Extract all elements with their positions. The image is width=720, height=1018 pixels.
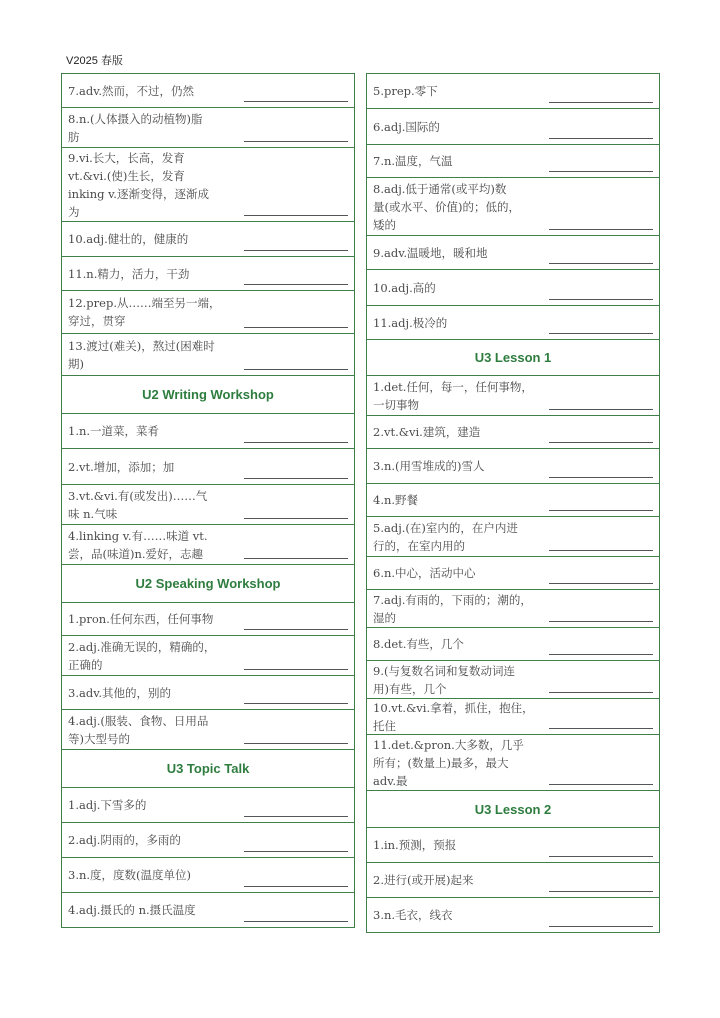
vocab-definition: 11.n.精力，活力，干劲 bbox=[68, 266, 190, 281]
vocab-row bbox=[367, 144, 659, 177]
vocab-definition: 4.linking v.有……味道 vt. 尝，品(味道)n.爱好，志趣 bbox=[68, 528, 208, 561]
answer-blank-line[interactable] bbox=[244, 886, 348, 887]
vocab-row bbox=[62, 147, 354, 221]
vocab-definition: 11.adj.极冷的 bbox=[373, 315, 448, 330]
vocab-row bbox=[62, 73, 354, 107]
vocab-definition: 6.n.中心，活动中心 bbox=[373, 566, 476, 580]
vocab-definition: 3.n.度，度数(温度单位) bbox=[68, 868, 192, 882]
vocab-definition: 4.n.野餐 bbox=[373, 493, 419, 507]
vocab-row bbox=[62, 413, 354, 448]
answer-blank-line[interactable] bbox=[549, 856, 653, 857]
answer-blank-line[interactable] bbox=[549, 171, 653, 172]
vocab-definition: 3.vt.&vi.有(或发出)……气 味 n.气味 bbox=[68, 488, 208, 521]
vocab-definition: 2.adj.阴雨的，多雨的 bbox=[68, 833, 181, 847]
vocab-row bbox=[367, 74, 659, 108]
vocab-row bbox=[367, 269, 659, 305]
right-vocab-column bbox=[366, 73, 660, 933]
answer-blank-line[interactable] bbox=[244, 101, 348, 102]
vocab-definition: 3.adv.其他的，别的 bbox=[68, 685, 171, 700]
vocab-definition: 7.adv.然而，不过，仍然 bbox=[68, 83, 194, 98]
vocab-definition: 4.adj.(服装、食物、日用品 等)大型号的 bbox=[68, 713, 209, 746]
vocab-definition: 7.n.温度，气温 bbox=[373, 154, 453, 168]
vocab-row bbox=[62, 675, 354, 709]
answer-blank-line[interactable] bbox=[244, 284, 348, 285]
vocab-definition: 6.adj.国际的 bbox=[373, 119, 440, 134]
answer-blank-line[interactable] bbox=[244, 215, 348, 216]
vocab-definition: 1.pron.任何东西，任何事物 bbox=[68, 612, 214, 626]
vocab-definition: 2.vt.增加，添加；加 bbox=[68, 459, 175, 474]
section-header: U3 Lesson 2 bbox=[367, 790, 659, 827]
vocab-row bbox=[367, 448, 659, 483]
answer-blank-line[interactable] bbox=[549, 299, 653, 300]
vocab-row bbox=[367, 305, 659, 339]
vocab-row bbox=[367, 375, 659, 415]
answer-blank-line[interactable] bbox=[549, 583, 653, 584]
vocab-row bbox=[62, 892, 354, 927]
vocab-definition: 1.det.任何，每一，任何事物， 一切事物 bbox=[373, 379, 533, 412]
vocab-definition: 8.det.有些，几个 bbox=[373, 637, 464, 651]
vocab-definition: 5.prep.零下 bbox=[373, 84, 438, 98]
left-vocab-column bbox=[61, 73, 355, 928]
vocab-row bbox=[62, 448, 354, 484]
answer-blank-line[interactable] bbox=[244, 327, 348, 328]
vocab-definition: 1.in.预测，预报 bbox=[373, 838, 457, 852]
vocab-row bbox=[62, 709, 354, 749]
vocab-row bbox=[367, 827, 659, 862]
answer-blank-line[interactable] bbox=[549, 333, 653, 334]
vocab-row bbox=[62, 822, 354, 857]
vocab-definition: 13.渡过(难关)，熬过(困难时 期) bbox=[68, 338, 215, 371]
answer-blank-line[interactable] bbox=[549, 477, 653, 478]
vocab-row bbox=[62, 602, 354, 635]
answer-blank-line[interactable] bbox=[549, 510, 653, 511]
vocab-definition: 7.adj.有雨的，下雨的；潮的， 湿的 bbox=[373, 592, 532, 625]
vocab-row bbox=[367, 698, 659, 734]
version-label: V2025 春版 bbox=[66, 55, 123, 67]
section-header: U3 Lesson 1 bbox=[367, 339, 659, 375]
answer-blank-line[interactable] bbox=[244, 518, 348, 519]
answer-blank-line[interactable] bbox=[549, 138, 653, 139]
vocab-definition: 11.det.&pron.大多数，几乎 所有；(数量上)最多，最大 adv.最 bbox=[373, 737, 524, 788]
answer-blank-line[interactable] bbox=[244, 629, 348, 630]
vocab-row bbox=[367, 516, 659, 556]
vocab-definition: 9.vi.长大，长高，发育 vt.&vi.(使)生长，发育 inking v.逐渐变得，逐渐成 为 bbox=[68, 150, 209, 219]
vocab-definition: 12.prep.从……端至另一端， 穿过，贯穿 bbox=[68, 296, 221, 328]
vocab-definition: 9.adv.温暖地，暖和地 bbox=[373, 245, 488, 260]
answer-blank-line[interactable] bbox=[244, 442, 348, 443]
answer-blank-line[interactable] bbox=[549, 654, 653, 655]
answer-blank-line[interactable] bbox=[244, 369, 348, 370]
answer-blank-line[interactable] bbox=[549, 229, 653, 230]
vocab-row bbox=[367, 734, 659, 790]
answer-blank-line[interactable] bbox=[244, 743, 348, 744]
vocab-definition: 2.vt.&vi.建筑，建造 bbox=[373, 425, 481, 439]
vocab-row bbox=[62, 635, 354, 675]
answer-blank-line[interactable] bbox=[244, 478, 348, 479]
vocab-definition: 2.进行(或开展)起来 bbox=[373, 873, 474, 887]
vocab-row bbox=[62, 524, 354, 564]
section-header: U2 Speaking Workshop bbox=[62, 564, 354, 602]
vocab-definition: 4.adj.摄氏的 n.摄氏温度 bbox=[68, 903, 196, 917]
vocab-row bbox=[367, 897, 659, 932]
vocab-definition: 10.vt.&vi.拿着，抓住，抱住， 托住 bbox=[373, 700, 534, 733]
vocab-row bbox=[367, 177, 659, 235]
answer-blank-line[interactable] bbox=[549, 409, 653, 410]
answer-blank-line[interactable] bbox=[549, 692, 653, 693]
vocab-row bbox=[367, 589, 659, 627]
answer-blank-line[interactable] bbox=[549, 263, 653, 264]
answer-blank-line[interactable] bbox=[244, 921, 348, 922]
answer-blank-line[interactable] bbox=[549, 442, 653, 443]
answer-blank-line[interactable] bbox=[244, 558, 348, 559]
answer-blank-line[interactable] bbox=[244, 703, 348, 704]
answer-blank-line[interactable] bbox=[549, 728, 653, 729]
vocab-row bbox=[367, 556, 659, 589]
vocab-definition: 5.adj.(在)室内的，在户内进 行的，在室内用的 bbox=[373, 520, 518, 553]
vocab-row bbox=[62, 290, 354, 333]
vocab-row bbox=[367, 862, 659, 897]
answer-blank-line[interactable] bbox=[244, 816, 348, 817]
vocab-definition: 3.n.(用雪堆成的)雪人 bbox=[373, 459, 485, 473]
vocab-definition: 8.n.(人体摄入的动植物)脂 肪 bbox=[68, 111, 203, 144]
section-header: U2 Writing Workshop bbox=[62, 375, 354, 413]
vocab-row bbox=[367, 415, 659, 448]
vocab-row bbox=[62, 107, 354, 147]
vocab-row bbox=[62, 221, 354, 256]
section-header: U3 Topic Talk bbox=[62, 749, 354, 787]
answer-blank-line[interactable] bbox=[244, 851, 348, 852]
answer-blank-line[interactable] bbox=[549, 926, 653, 927]
vocab-definition: 10.adj.高的 bbox=[373, 280, 436, 295]
answer-blank-line[interactable] bbox=[244, 669, 348, 670]
answer-blank-line[interactable] bbox=[549, 621, 653, 622]
answer-blank-line[interactable] bbox=[549, 102, 653, 103]
answer-blank-line[interactable] bbox=[549, 891, 653, 892]
vocab-definition: 1.n.一道菜，菜肴 bbox=[68, 424, 160, 438]
answer-blank-line[interactable] bbox=[244, 250, 348, 251]
answer-blank-line[interactable] bbox=[549, 784, 653, 785]
vocab-row bbox=[62, 256, 354, 290]
answer-blank-line[interactable] bbox=[244, 141, 348, 142]
vocab-row bbox=[367, 627, 659, 660]
vocab-definition: 8.adj.低于通常(或平均)数 量(或水平、价值)的；低的， 矮的 bbox=[373, 181, 520, 232]
vocab-row bbox=[367, 108, 659, 144]
answer-blank-line[interactable] bbox=[549, 550, 653, 551]
vocab-row bbox=[62, 333, 354, 375]
vocab-row bbox=[62, 484, 354, 524]
vocab-definition: 3.n.毛衣，线衣 bbox=[373, 908, 453, 922]
vocab-row bbox=[62, 787, 354, 822]
vocab-row bbox=[367, 660, 659, 698]
vocab-row bbox=[62, 857, 354, 892]
vocab-definition: 9.(与复数名词和复数动词连 用)有些，几个 bbox=[373, 663, 515, 696]
vocab-row bbox=[367, 483, 659, 516]
vocab-definition: 1.adj.下雪多的 bbox=[68, 798, 147, 812]
vocab-row bbox=[367, 235, 659, 269]
vocab-definition: 2.adj.准确无误的，精确的， 正确的 bbox=[68, 639, 216, 672]
vocab-definition: 10.adj.健壮的，健康的 bbox=[68, 232, 189, 246]
